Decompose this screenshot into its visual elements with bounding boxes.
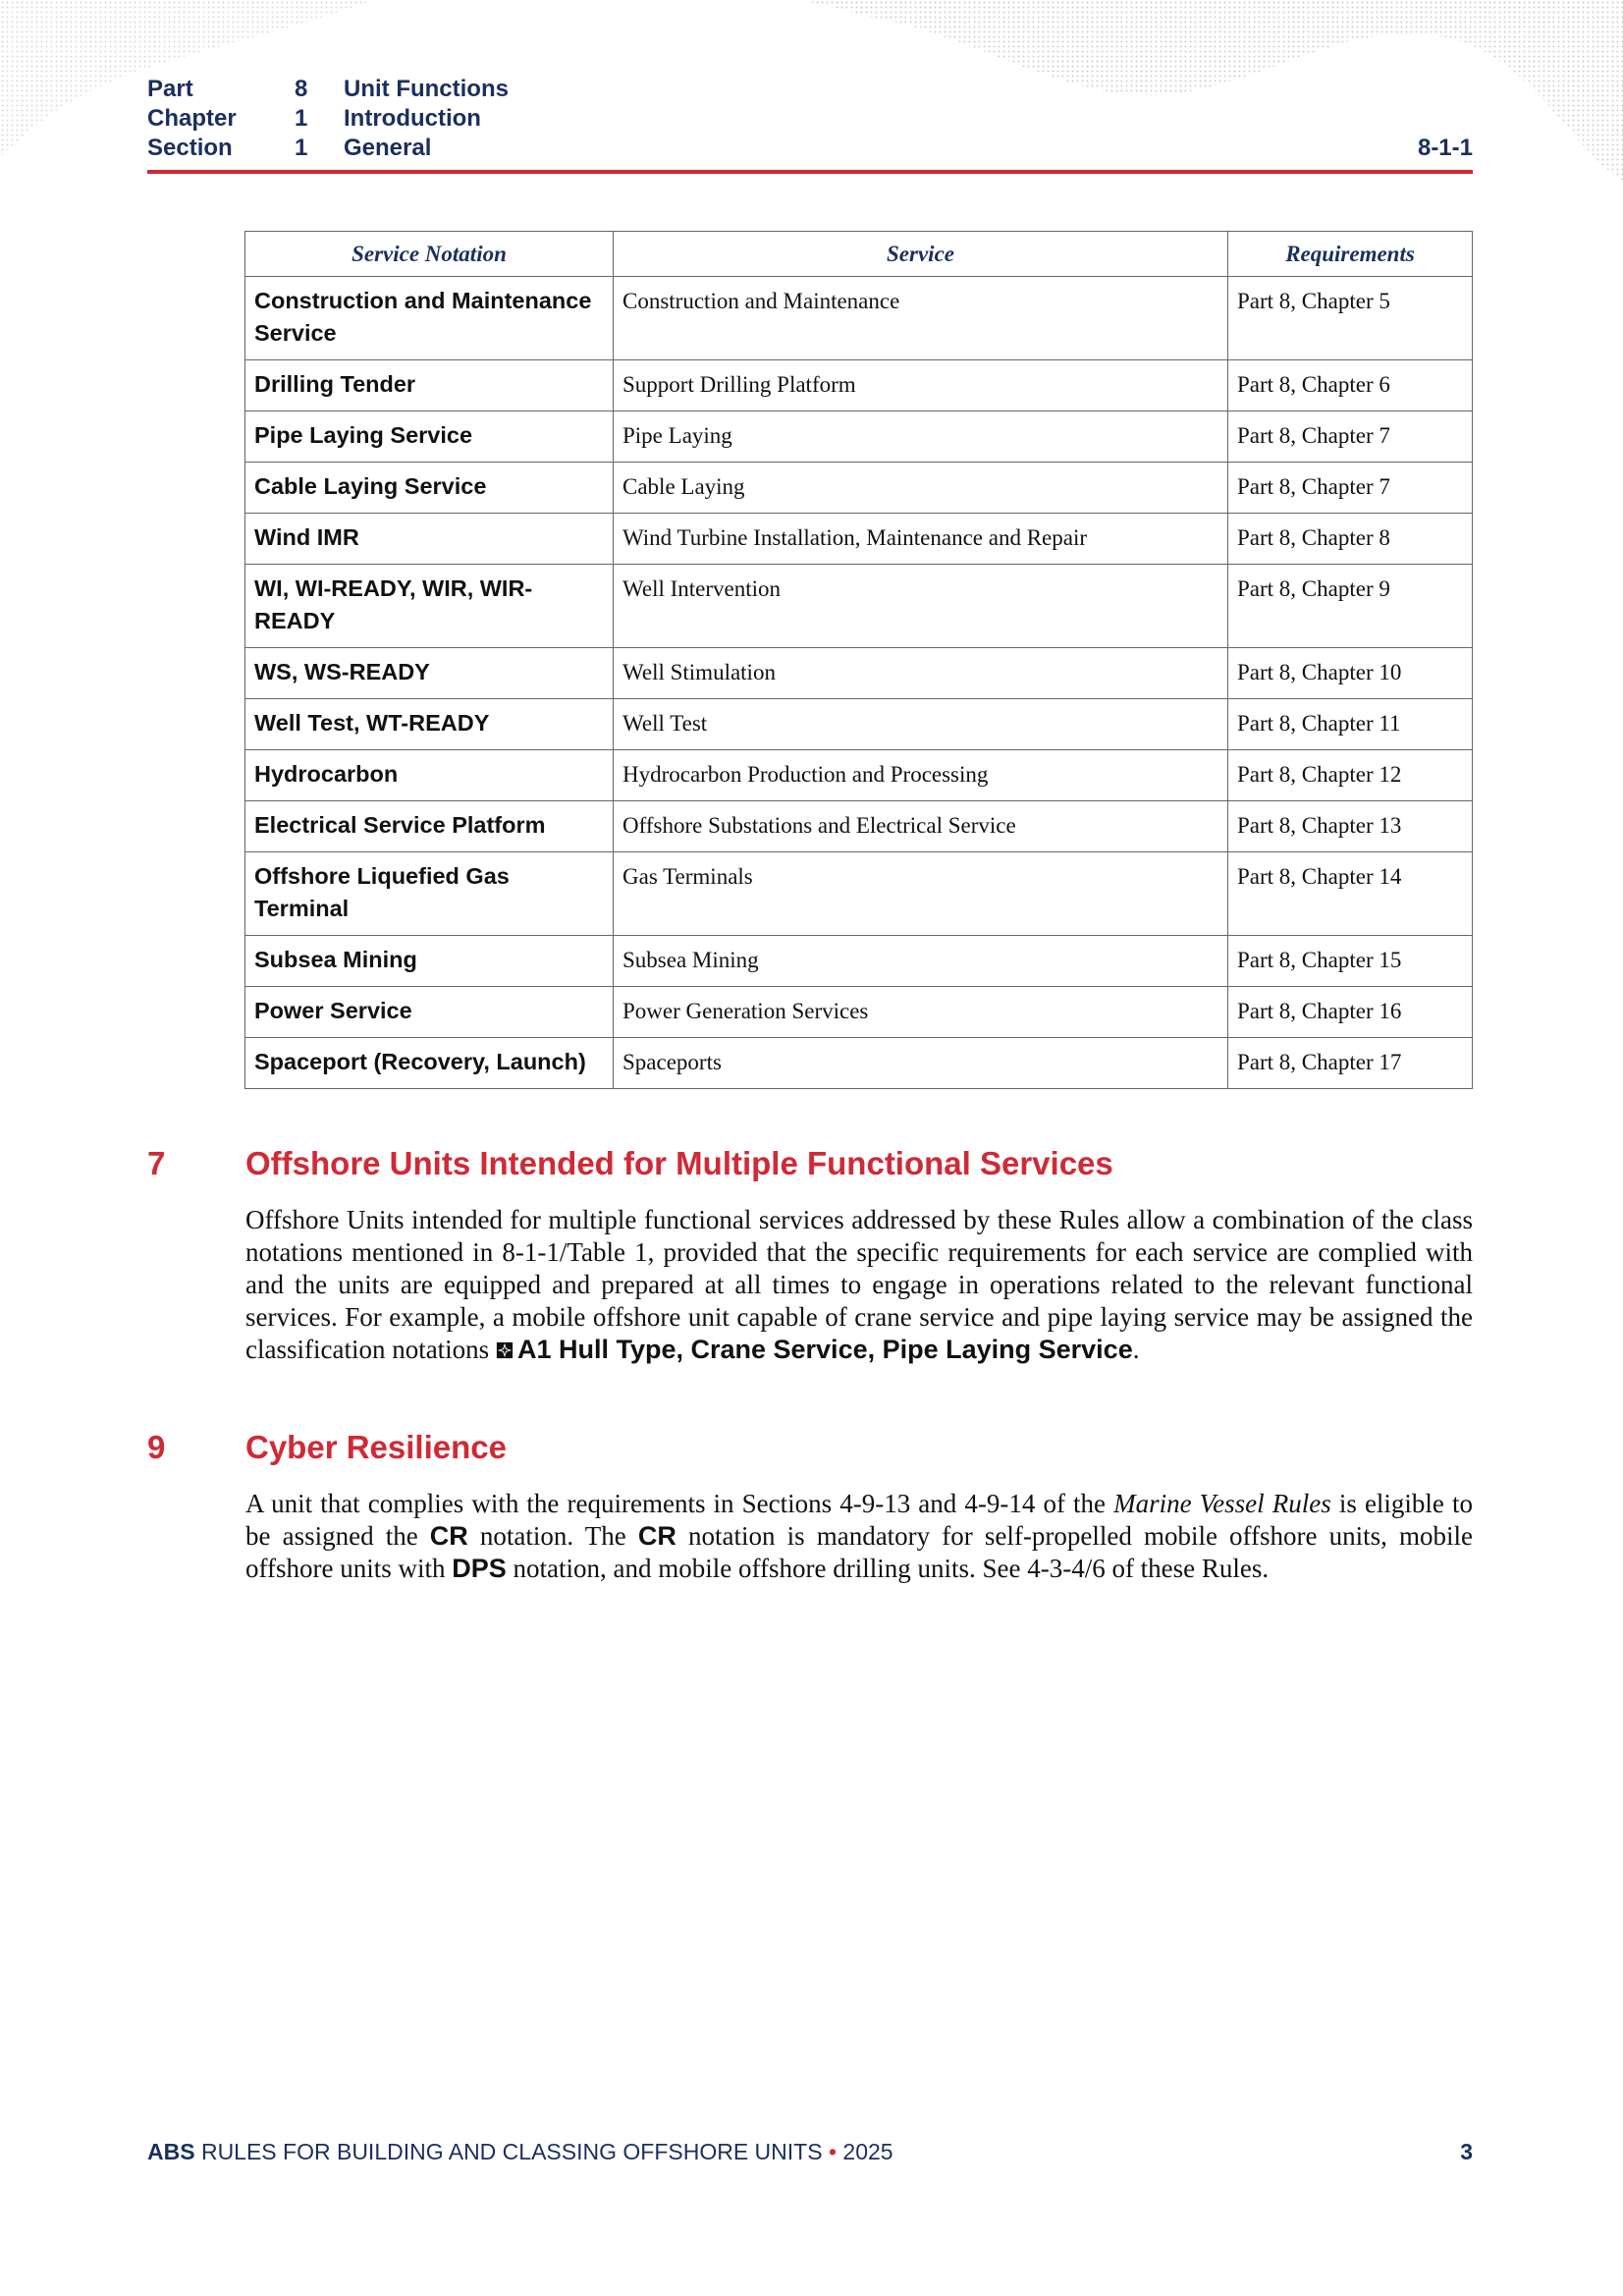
- service-cell: Spaceports: [614, 1038, 1228, 1089]
- notation-cell: Electrical Service Platform: [245, 801, 614, 852]
- section-9-text: is eligible to be assigned the: [245, 1489, 1474, 1551]
- dps-notation: DPS: [452, 1554, 507, 1583]
- service-cell: Wind Turbine Installation, Maintenance and Repair: [614, 514, 1228, 565]
- service-cell: Subsea Mining: [614, 936, 1228, 987]
- requirements-cell: Part 8, Chapter 13: [1228, 801, 1473, 852]
- service-cell: Hydrocarbon Production and Processing: [614, 750, 1228, 801]
- service-cell: Support Drilling Platform: [614, 360, 1228, 411]
- service-cell: Construction and Maintenance: [614, 277, 1228, 360]
- section-9-paragraph: [245, 1488, 1473, 1585]
- requirements-cell: Part 8, Chapter 12: [1228, 750, 1473, 801]
- table-row: [245, 750, 1473, 801]
- page-footer: [147, 2137, 1473, 2166]
- notation-cell: Construction and Maintenance Service: [245, 277, 614, 360]
- notation-cell: Hydrocarbon: [245, 750, 614, 801]
- requirements-cell: Part 8, Chapter 11: [1228, 699, 1473, 750]
- section-9-text: A unit that complies with the requirements in Sections 4-9-13 and 4-9-14 of the: [245, 1489, 1114, 1518]
- header-label: Section: [147, 135, 233, 161]
- footer-bullet: •: [828, 2139, 838, 2164]
- table-row: [245, 936, 1473, 987]
- page-number: 3: [1460, 2139, 1473, 2164]
- service-cell: Power Generation Services: [614, 987, 1228, 1038]
- notation-cell: Well Test, WT-READY: [245, 699, 614, 750]
- requirements-cell: Part 8, Chapter 6: [1228, 360, 1473, 411]
- section-7-number: 7: [147, 1145, 166, 1181]
- table-row: [245, 801, 1473, 852]
- service-cell: Pipe Laying: [614, 411, 1228, 463]
- table-row: [245, 565, 1473, 648]
- footer-brand: ABS: [147, 2139, 195, 2164]
- header-title: General: [344, 135, 432, 161]
- requirements-cell: Part 8, Chapter 16: [1228, 987, 1473, 1038]
- header-divider: [147, 170, 1473, 174]
- notation-cell: Subsea Mining: [245, 936, 614, 987]
- notation-cell: Wind IMR: [245, 514, 614, 565]
- column-header-notation: Service Notation: [245, 232, 614, 277]
- notation-cell: WI, WI-READY, WIR, WIR-READY: [245, 565, 614, 648]
- table-header-row: [245, 232, 1473, 277]
- cr-notation: CR: [429, 1521, 468, 1551]
- notation-cell: Drilling Tender: [245, 360, 614, 411]
- service-cell: Cable Laying: [614, 463, 1228, 514]
- notation-cell: WS, WS-READY: [245, 648, 614, 699]
- footer-year: 2025: [837, 2139, 893, 2164]
- rules-name: Marine Vessel Rules: [1113, 1489, 1331, 1518]
- section-7-paragraph: [245, 1204, 1473, 1366]
- column-header-requirements: Requirements: [1228, 232, 1473, 277]
- section-code: 8-1-1: [1417, 135, 1473, 161]
- requirements-cell: Part 8, Chapter 7: [1228, 411, 1473, 463]
- table-row: [245, 699, 1473, 750]
- table-row: [245, 987, 1473, 1038]
- service-cell: Offshore Substations and Electrical Service: [614, 801, 1228, 852]
- section-9-text: notation. The: [467, 1521, 638, 1551]
- class-notation: A1 Hull Type, Crane Service, Pipe Laying Service: [516, 1335, 1133, 1364]
- requirements-cell: Part 8, Chapter 14: [1228, 852, 1473, 936]
- section-9-number: 9: [147, 1429, 166, 1465]
- header-label: Chapter: [147, 105, 237, 132]
- header-wave-decoration: [0, 0, 1623, 187]
- section-9-text: notation is mandatory for self-propelled mobile offshore units, mobile offshore units with: [245, 1521, 1473, 1583]
- table-row: [245, 648, 1473, 699]
- requirements-cell: Part 8, Chapter 8: [1228, 514, 1473, 565]
- service-cell: Well Intervention: [614, 565, 1228, 648]
- notation-cell: Pipe Laying Service: [245, 411, 614, 463]
- header-number: 8: [295, 76, 308, 102]
- section-7-text: Offshore Units intended for multiple functional services addressed by these Rules allow a combination of the class notations mentioned in 8-1-1/Table 1, provided that the specific requirements for each service are complied with and the units are equipped and prepared at all times to engage in operations related to the relevant functional services. For example, a mobile offshore unit capable of crane service and pipe laying service may be assigned the classification notations: [245, 1205, 1473, 1364]
- requirements-cell: Part 8, Chapter 10: [1228, 648, 1473, 699]
- requirements-cell: Part 8, Chapter 7: [1228, 463, 1473, 514]
- notation-cell: Offshore Liquefied Gas Terminal: [245, 852, 614, 936]
- service-cell: Well Stimulation: [614, 648, 1228, 699]
- service-notation-table: [244, 231, 1473, 1089]
- requirements-cell: Part 8, Chapter 17: [1228, 1038, 1473, 1089]
- table-row: [245, 463, 1473, 514]
- section-7-title: Offshore Units Intended for Multiple Functional Services: [245, 1145, 1113, 1181]
- notation-cell: Cable Laying Service: [245, 463, 614, 514]
- table-row: [245, 514, 1473, 565]
- header-title: Unit Functions: [344, 76, 509, 102]
- header-number: 1: [295, 105, 308, 132]
- notation-cell: Spaceport (Recovery, Launch): [245, 1038, 614, 1089]
- cr-notation: CR: [637, 1521, 676, 1551]
- service-cell: Well Test: [614, 699, 1228, 750]
- table-row: [245, 852, 1473, 936]
- table-row: [245, 1038, 1473, 1089]
- section-9-title: Cyber Resilience: [245, 1429, 507, 1465]
- service-cell: Gas Terminals: [614, 852, 1228, 936]
- footer-title: RULES FOR BUILDING AND CLASSING OFFSHORE UNITS: [194, 2139, 829, 2164]
- header-label: Part: [147, 76, 193, 102]
- section-9-text: notation, and mobile offshore drilling units. See 4-3-4/6 of these Rules.: [506, 1554, 1270, 1583]
- table-row: [245, 411, 1473, 463]
- column-header-service: Service: [614, 232, 1228, 277]
- header-title: Introduction: [344, 105, 481, 132]
- requirements-cell: Part 8, Chapter 9: [1228, 565, 1473, 648]
- table-row: [245, 277, 1473, 360]
- section-7-end: .: [1132, 1335, 1140, 1364]
- maltese-cross-icon: [496, 1341, 514, 1359]
- notation-cell: Power Service: [245, 987, 614, 1038]
- header-number: 1: [295, 135, 308, 161]
- requirements-cell: Part 8, Chapter 15: [1228, 936, 1473, 987]
- requirements-cell: Part 8, Chapter 5: [1228, 277, 1473, 360]
- table-row: [245, 360, 1473, 411]
